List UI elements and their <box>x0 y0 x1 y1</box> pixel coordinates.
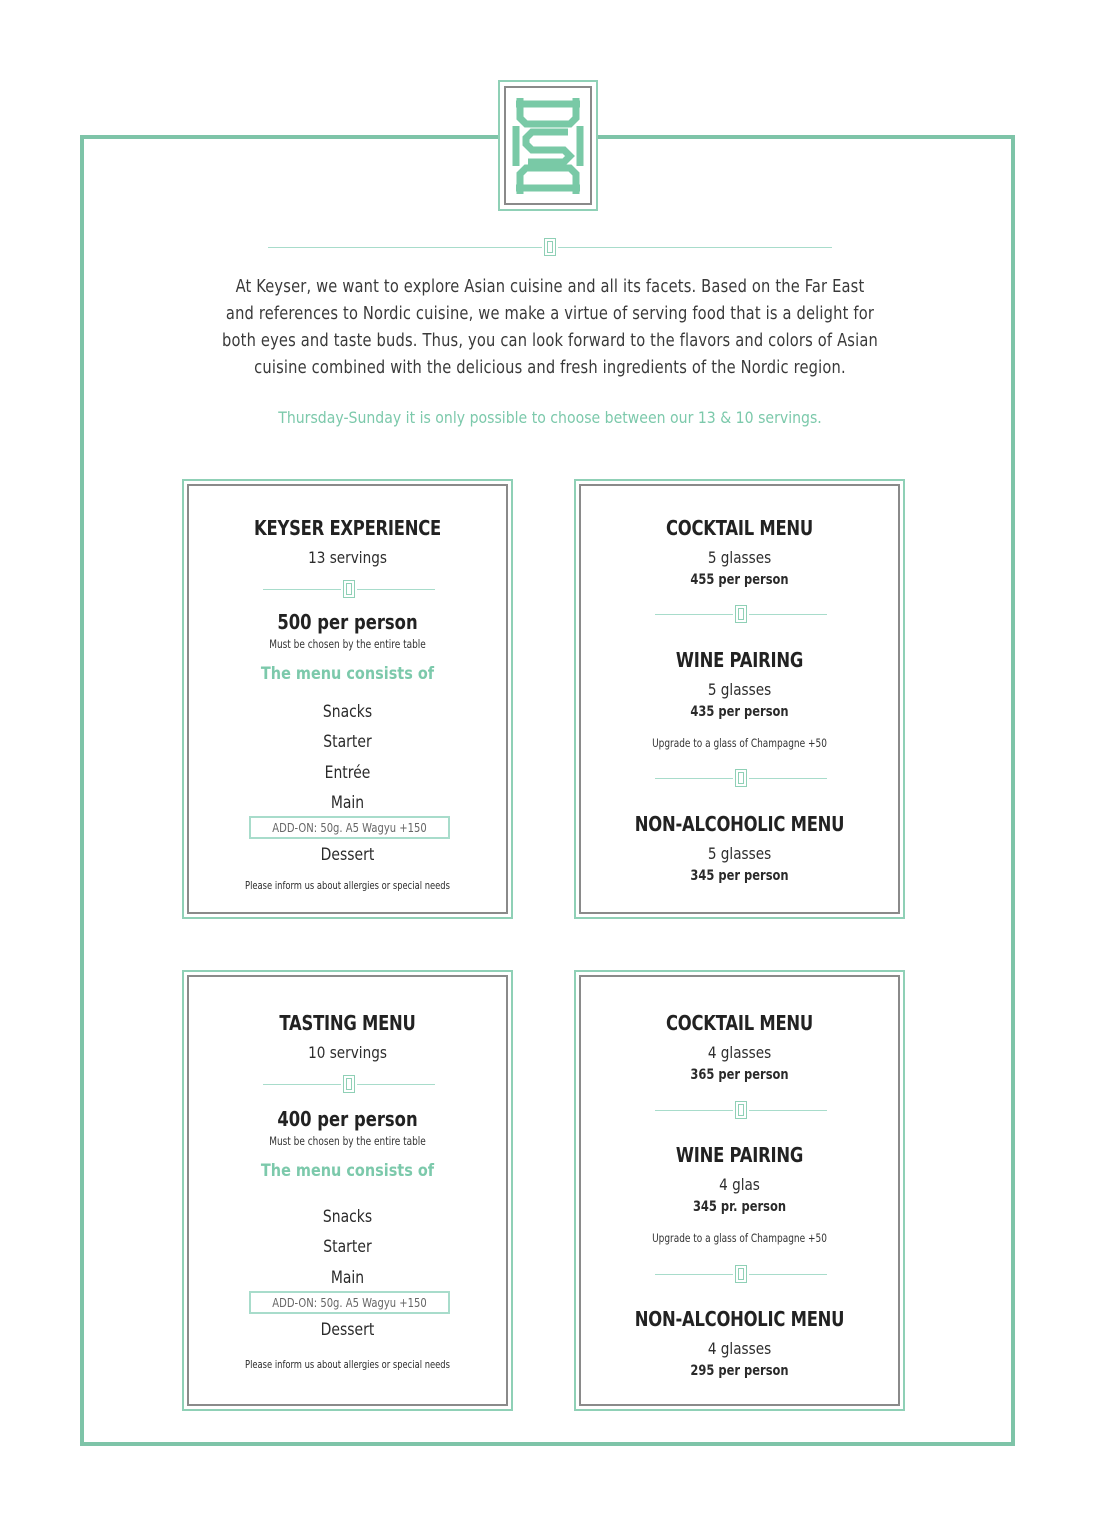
menu-consists-label: The menu consists of <box>260 664 435 684</box>
addon-box <box>249 816 450 839</box>
wine-qty: 5 glasses <box>707 680 772 699</box>
wine-qty: 4 glas <box>719 1175 760 1194</box>
wine-upgrade: Upgrade to a glass of Champagne +50 <box>652 1231 827 1245</box>
nonalc-title: NON-ALCOHOLIC MENU <box>634 1307 845 1331</box>
card-divider <box>263 579 435 599</box>
wine-upgrade: Upgrade to a glass of Champagne +50 <box>652 736 827 750</box>
keyser-monogram-icon <box>512 96 584 196</box>
course-item: Main <box>330 793 365 813</box>
card-divider <box>655 604 827 624</box>
menu-card-keyser-experience <box>182 479 513 919</box>
addon-box <box>249 1291 450 1314</box>
menu-servings: 13 servings <box>308 548 387 567</box>
addon-text: ADD-ON: 50g. A5 Wagyu +150 <box>272 1295 427 1310</box>
course-item: Starter <box>323 732 372 752</box>
days-notice: Thursday-Sunday it is only possible to choose between our 13 & 10 servings. <box>278 408 822 427</box>
intro-text: At Keyser, we want to explore Asian cuisine and all its facets. Based on the Far East and references to Nordic cuisine, we make a virtue of serving food that is a delight for both eyes and taste buds. Thus, you can look forward to the flavors and colors of Asian cuisine combined with the delicious and fresh ingredients of the Nordic region. <box>222 277 878 378</box>
wine-title: WINE PAIRING <box>675 1143 804 1167</box>
menu-requirement: Must be chosen by the entire table <box>269 1134 426 1148</box>
course-item: Entrée <box>324 763 371 783</box>
menu-title: TASTING MENU <box>279 1011 416 1035</box>
nonalc-qty: 5 glasses <box>707 844 772 863</box>
allergy-note: Please inform us about allergies or special needs <box>245 879 450 892</box>
course-item: Main <box>330 1268 365 1288</box>
cocktail-qty: 5 glasses <box>707 548 772 567</box>
card-divider <box>655 768 827 788</box>
menu-consists-label: The menu consists of <box>260 1161 435 1181</box>
drinks-card-10 <box>574 970 905 1411</box>
wine-price: 345 pr. person <box>692 1199 787 1215</box>
nonalc-price: 345 per person <box>690 868 789 884</box>
addon-text: ADD-ON: 50g. A5 Wagyu +150 <box>272 820 427 835</box>
wine-price: 435 per person <box>690 704 789 720</box>
menu-requirement: Must be chosen by the entire table <box>269 637 426 651</box>
section-divider <box>268 237 832 257</box>
course-item: Snacks <box>322 1207 373 1227</box>
card-divider <box>655 1264 827 1284</box>
cocktail-price: 455 per person <box>690 572 789 588</box>
logo <box>498 80 598 211</box>
menu-price: 400 per person <box>277 1107 418 1131</box>
menu-price: 500 per person <box>277 610 418 634</box>
cocktail-price: 365 per person <box>690 1067 789 1083</box>
allergy-note: Please inform us about allergies or special needs <box>245 1358 450 1371</box>
wine-title: WINE PAIRING <box>675 648 804 672</box>
menu-card-tasting <box>182 970 513 1411</box>
card-divider <box>655 1100 827 1120</box>
cocktail-title: COCKTAIL MENU <box>666 1011 813 1035</box>
course-item: Snacks <box>322 702 373 722</box>
course-item: Dessert <box>320 845 375 865</box>
drinks-card-13 <box>574 479 905 919</box>
cocktail-title: COCKTAIL MENU <box>666 516 813 540</box>
nonalc-qty: 4 glasses <box>707 1339 772 1358</box>
course-item: Dessert <box>320 1320 375 1340</box>
card-divider <box>263 1074 435 1094</box>
course-item: Starter <box>323 1237 372 1257</box>
nonalc-title: NON-ALCOHOLIC MENU <box>634 812 845 836</box>
menu-servings: 10 servings <box>308 1043 387 1062</box>
menu-title: KEYSER EXPERIENCE <box>254 516 441 540</box>
nonalc-price: 295 per person <box>690 1363 789 1379</box>
cocktail-qty: 4 glasses <box>707 1043 772 1062</box>
